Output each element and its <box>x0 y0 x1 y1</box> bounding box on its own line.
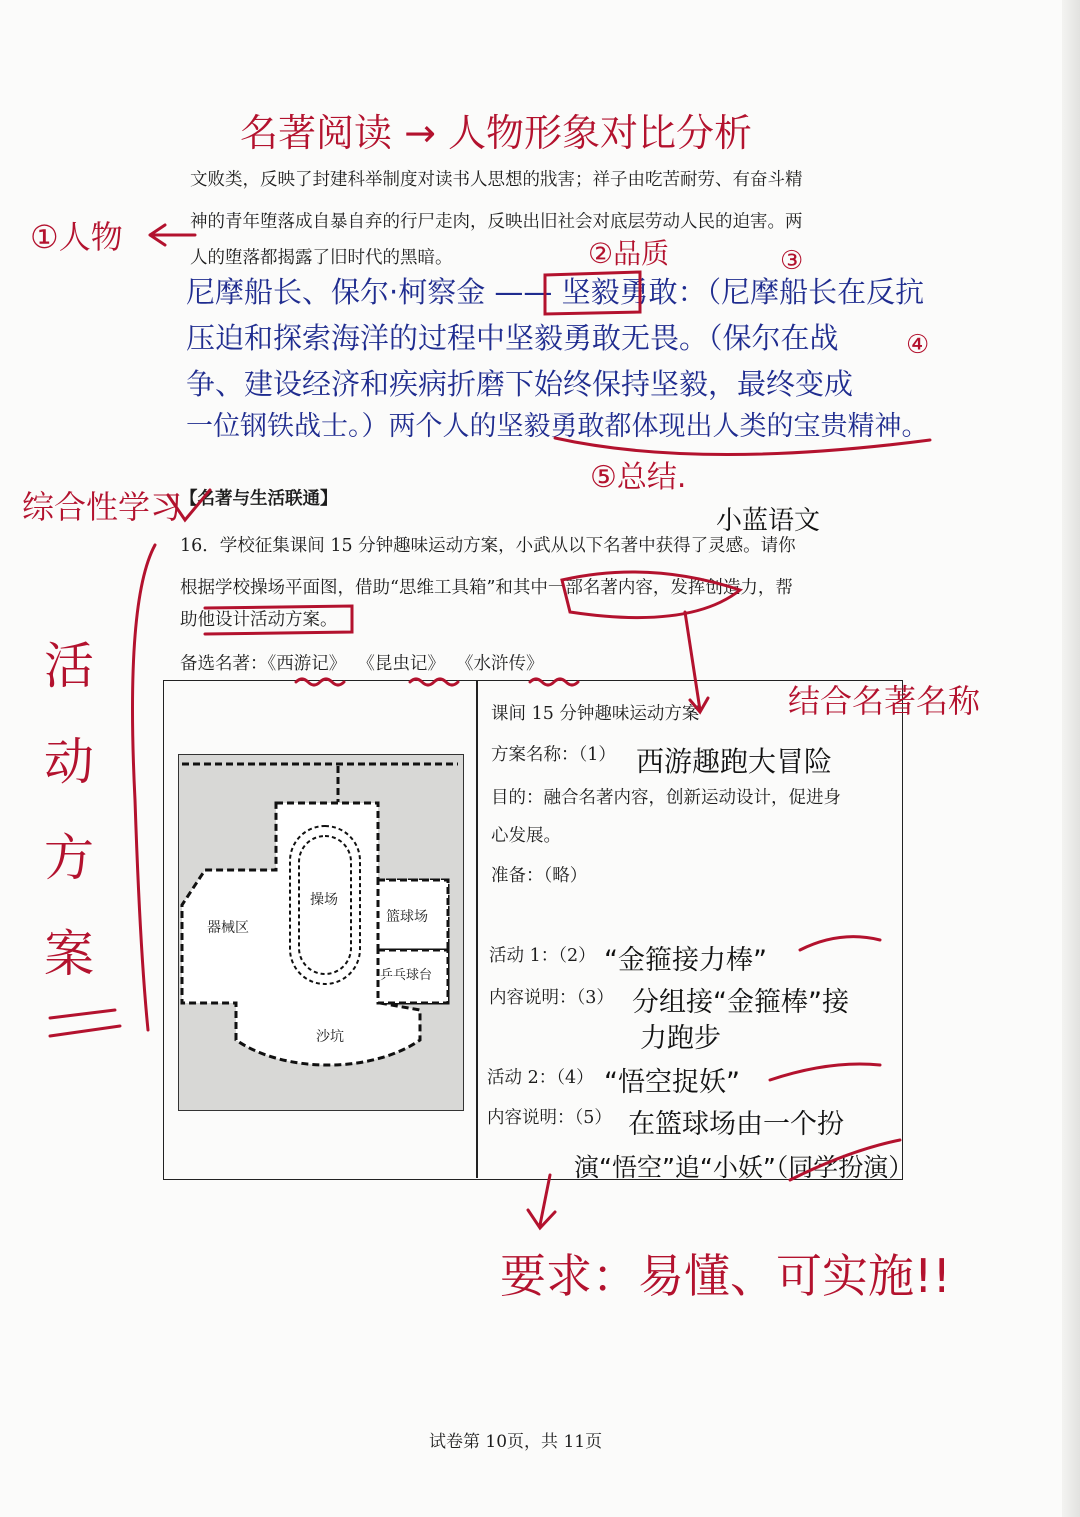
map-label-pingpong: 乒乓球台 <box>380 968 433 983</box>
hw-blue-line-3: 争、建设经济和疾病折磨下始终保持坚毅，最终变成 <box>186 367 854 401</box>
map-label-sandpit: 沙坑 <box>316 1029 344 1045</box>
arrow-to-requirement <box>528 1175 555 1228</box>
hw-answer-desc2a: 在篮球场由一个扮 <box>628 1109 844 1140</box>
plan-title: 课间 15 分钟趣味运动方案 <box>491 704 700 724</box>
hw-note-person: ①人物 <box>30 218 123 256</box>
question-line-3: 助他设计活动方案。 <box>180 610 338 630</box>
hw-answer-desc1b: 力跑步 <box>640 1023 721 1054</box>
arrow-to-person <box>150 225 195 245</box>
section-header: 【名著与生活联通】 <box>180 489 338 509</box>
book-kunchongji: 《昆虫记》 <box>357 654 445 674</box>
act1-stroke <box>800 937 880 950</box>
act2-stroke <box>770 1064 880 1080</box>
question-line-1: 16．学校征集课间 15 分钟趣味运动方案，小武从以下名著中获得了灵感。请你 <box>180 536 796 556</box>
book-shuihuzhuan: 《水浒传》 <box>456 654 544 674</box>
hw-requirement: 要求：易懂、可实施!! <box>500 1249 951 1303</box>
summary-underline <box>555 438 930 455</box>
hw-vertical-2: 动 <box>44 733 94 791</box>
hw-answer-name: 西游趣跑大冒险 <box>636 745 833 778</box>
plan-purpose-1: 目的：融合名著内容，创新运动设计，促进身 <box>491 788 841 808</box>
hw-vertical-1: 活 <box>44 637 94 695</box>
box-quality <box>545 272 640 314</box>
plan-desc2-label: 内容说明：（5） <box>487 1108 612 1128</box>
plan-purpose-2: 心发展。 <box>491 826 561 846</box>
hw-note-quality: ②品质 <box>588 237 670 270</box>
book-list-prefix: 备选名著： <box>180 654 268 674</box>
hw-blue-line-2: 压迫和探索海洋的过程中坚毅勇敢无畏。（保尔在战 <box>186 321 839 355</box>
hw-answer-desc1a: 分组接“金箍棒”接 <box>632 987 849 1018</box>
book-xiyouji: 《西游记》 <box>267 654 347 674</box>
hw-note-summary: ⑤总结. <box>590 460 687 495</box>
vertical-underline <box>50 1010 120 1036</box>
paragraph-line-2: 神的青年堕落成自暴自弃的行尸走肉，反映出旧社会对底层劳动人民的迫害。两 <box>190 212 803 232</box>
paragraph-line-3: 人的堕落都揭露了旧时代的黑暗。 <box>190 248 453 268</box>
hw-vertical-4: 案 <box>44 925 94 983</box>
map-label-basketball: 篮球场 <box>386 909 428 925</box>
page-footer: 试卷第 10页，共 11页 <box>429 1432 603 1452</box>
hw-blue-line-1: 尼摩船长、保尔·柯察金 —— 坚毅勇敢：（尼摩船长在反抗 <box>186 275 925 309</box>
plan-activity1-label: 活动 1：（2） <box>489 946 596 966</box>
hw-note-4: ④ <box>906 330 930 360</box>
hw-note-3: ③ <box>780 246 804 276</box>
hw-note-integrated: 综合性学习 <box>22 488 183 526</box>
hw-answer-act1: “金箍接力棒” <box>604 945 767 976</box>
circle-book <box>562 572 740 618</box>
hw-answer-desc2b: 演“悟空”追“小妖”（同学扮演） <box>574 1153 914 1182</box>
hw-note-combine: 结合名著名称 <box>788 682 981 720</box>
question-line-2: 根据学校操场平面图，借助“思维工具箱”和其中一部名著内容，发挥创造力，帮 <box>180 578 793 598</box>
hw-title: 名著阅读 → 人物形象对比分析 <box>240 111 752 155</box>
plan-prep: 准备：（略） <box>491 866 588 886</box>
map-label-field: 操场 <box>310 892 338 908</box>
left-bracket <box>133 545 156 1030</box>
paragraph-line-1: 文败类，反映了封建科举制度对读书人思想的戕害；祥子由吃苦耐劳、有奋斗精 <box>190 170 803 190</box>
hw-blue-line-4: 一位钢铁战士。）两个人的坚毅勇敢都体现出人类的宝贵精神。 <box>186 411 929 442</box>
book-wavy-lines <box>296 679 578 685</box>
plan-desc1-label: 内容说明：（3） <box>489 988 614 1008</box>
arrow-to-plan <box>685 612 708 712</box>
map-label-equipment: 器械区 <box>207 920 249 936</box>
box-design <box>205 606 352 634</box>
desc2-stroke <box>790 1140 900 1180</box>
integrated-mark <box>168 490 210 520</box>
hw-answer-act2: “悟空捉妖” <box>604 1067 740 1098</box>
hw-vertical-3: 方 <box>44 829 94 887</box>
plan-activity2-label: 活动 2：（4） <box>487 1068 594 1088</box>
hw-note-xiaolan: 小蓝语文 <box>716 506 821 536</box>
plan-name-label: 方案名称：（1） <box>491 745 616 765</box>
